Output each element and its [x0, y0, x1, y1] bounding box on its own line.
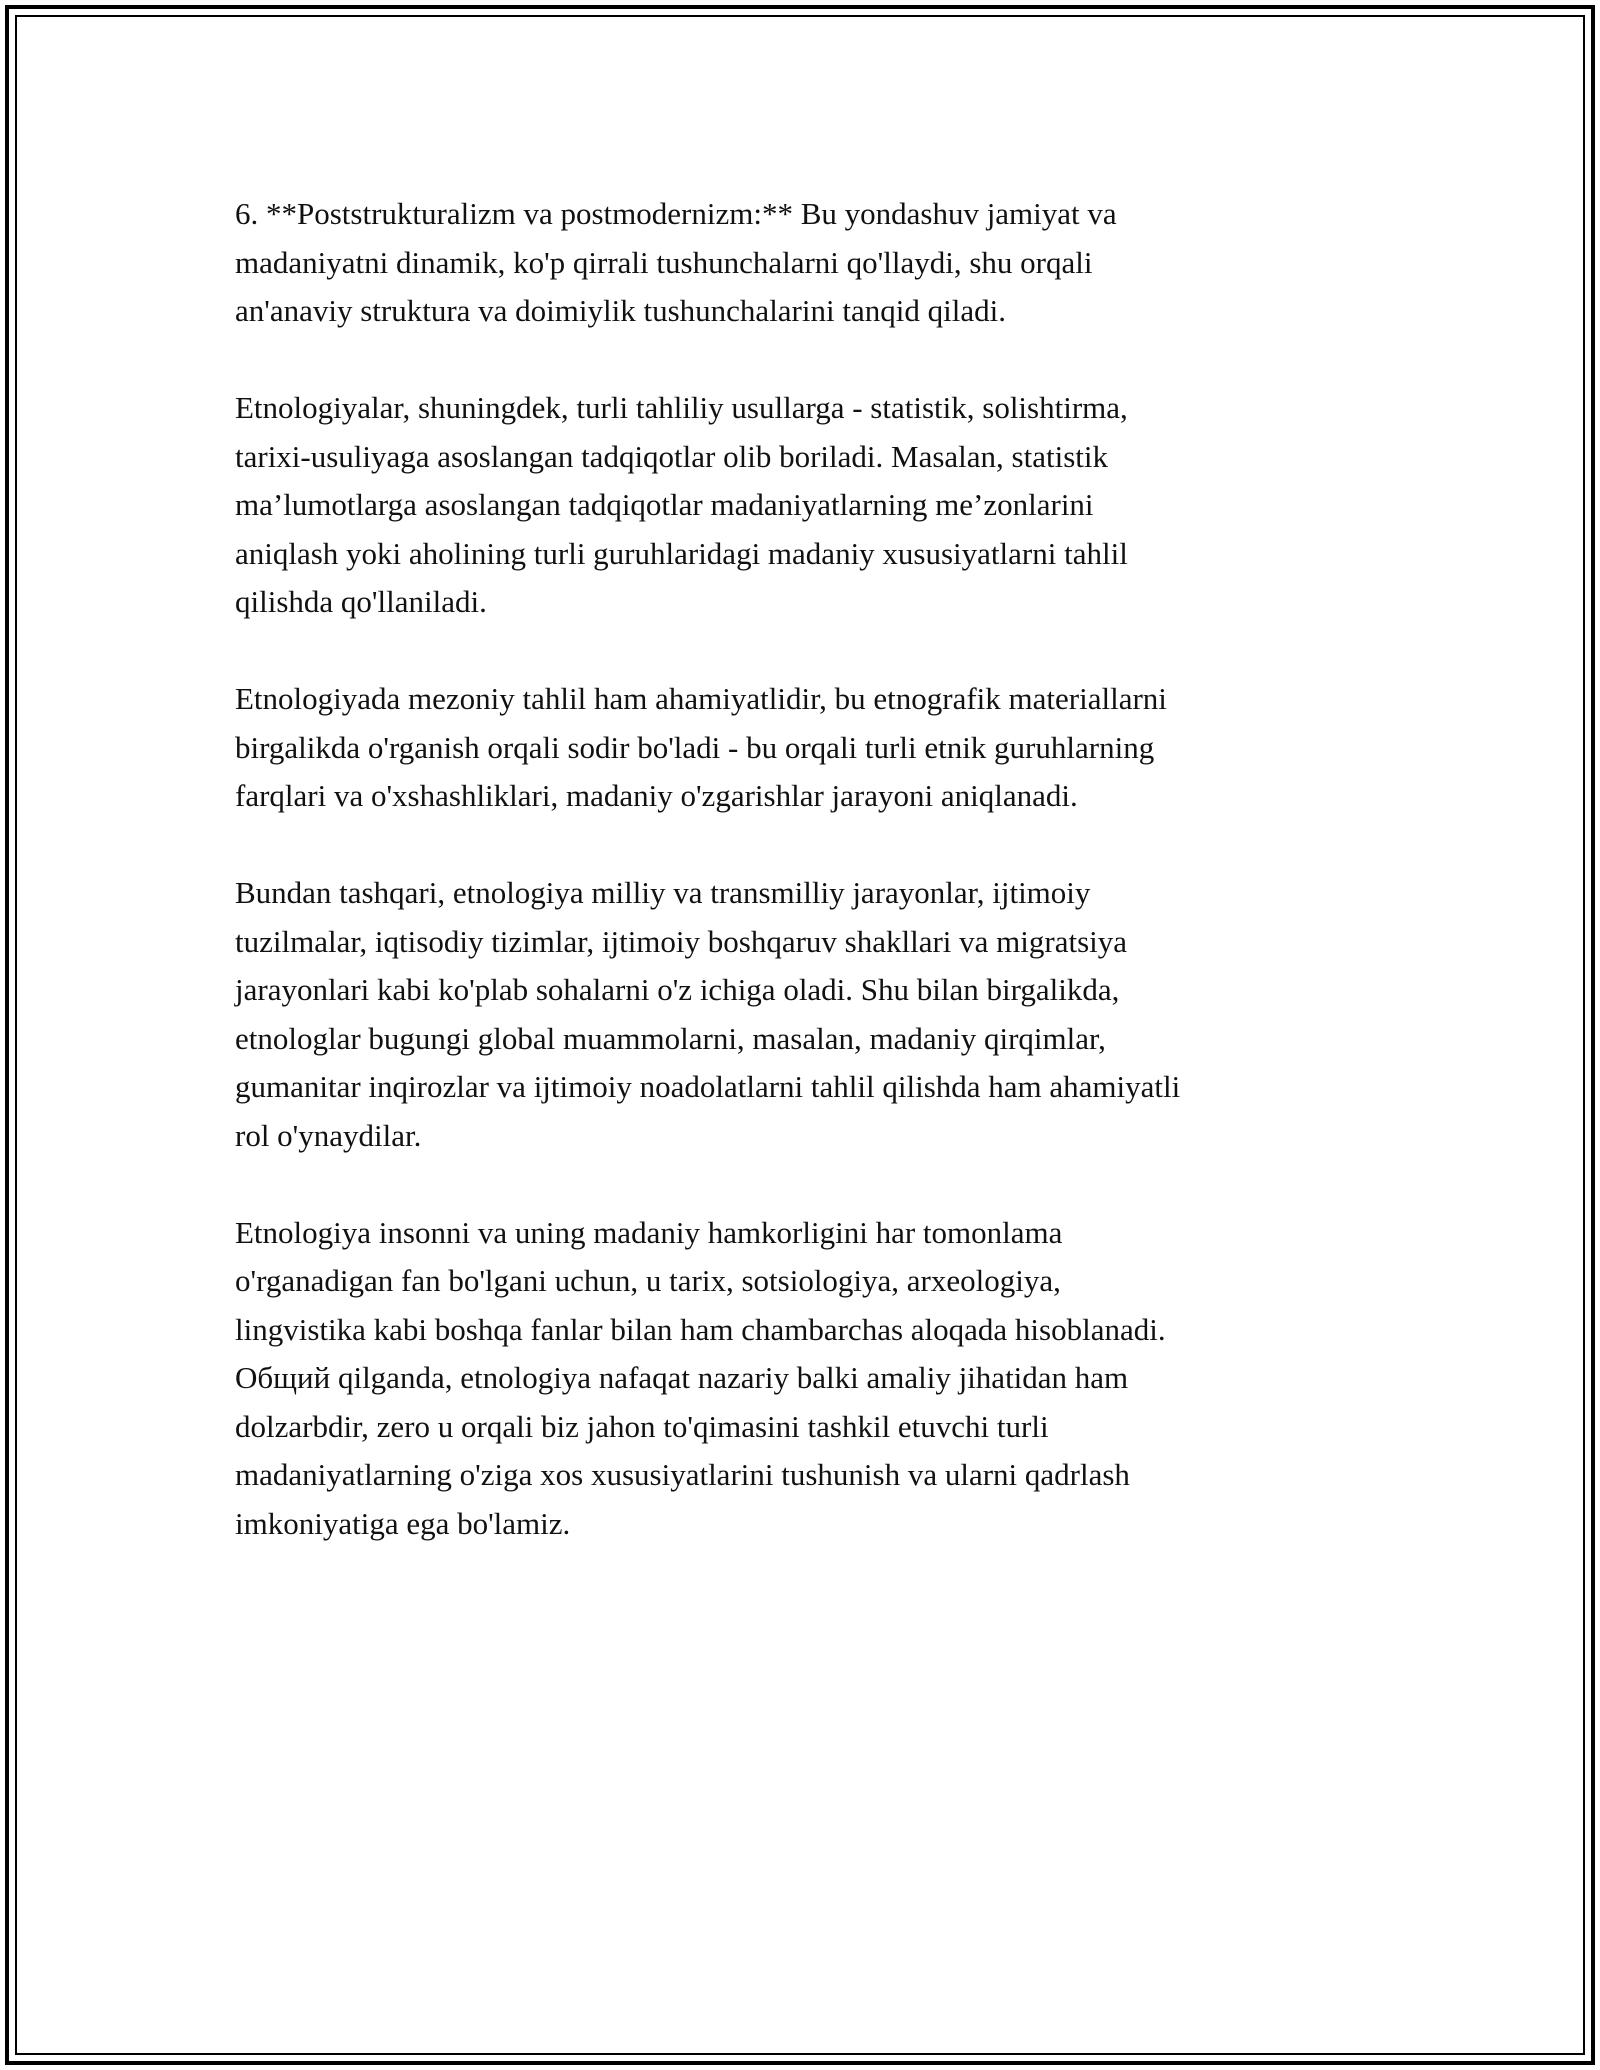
- text-line: lingvistika kabi boshqa fanlar bilan ham chambarchas aloqada hisoblanadi.: [235, 1311, 1166, 1347]
- text-line: o'rganadigan fan bo'lgani uchun, u tarix, sotsiologiya, arxeologiya,: [235, 1263, 1061, 1298]
- text-line: qilishda qo'llaniladi.: [235, 584, 487, 619]
- text-line: farqlari va o'xshashliklari, madaniy o'zgarishlar jarayoni aniqlanadi.: [235, 778, 1078, 813]
- text-line: jarayonlari kabi ko'plab sohalarni o'z ichiga oladi. Shu bilan birgalikda,: [235, 972, 1120, 1007]
- document-body: [235, 190, 1365, 1597]
- text-line: ma’lumotlarga asoslangan tadqiqotlar madaniyatlarning me’zonlarini: [235, 487, 1094, 522]
- paragraph-analysis-methods: [235, 384, 1365, 627]
- paragraph-poststructuralism: [235, 190, 1365, 336]
- text-line: Bundan tashqari, etnologiya milliy va transmilliy jarayonlar, ijtimoiy: [235, 875, 1091, 910]
- text-line: tarixi-usuliyaga asoslangan tadqiqotlar olib boriladi. Masalan, statistik: [235, 438, 1108, 474]
- text-line: gumanitar inqirozlar va ijtimoiy noadolatlarni tahlil qilishda ham ahamiyatli: [235, 1069, 1181, 1104]
- text-line: imkoniyatiga ega bo'lamiz.: [235, 1505, 571, 1541]
- text-line: Etnologiyalar, shuningdek, turli tahliliy usullarga - statistik, solishtirma,: [235, 390, 1128, 425]
- text-line: tuzilmalar, iqtisodiy tizimlar, ijtimoiy boshqaruv shakllari va migratsiya: [235, 923, 1128, 959]
- text-line: rol o'ynaydilar.: [235, 1117, 422, 1153]
- text-line: Общий qilganda, etnologiya nafaqat nazariy balki amaliy jihatidan ham: [235, 1360, 1129, 1395]
- paragraph-conclusion: [235, 1209, 1365, 1549]
- text-line: Etnologiya insonni va uning madaniy hamkorligini har tomonlama: [235, 1214, 1063, 1250]
- paragraph-scope: [235, 869, 1365, 1160]
- text-line: birgalikda o'rganish orqali sodir bo'ladi - bu orqali turli etnik guruhlarning: [235, 729, 1155, 765]
- text-line: dolzarbdir, zero u orqali biz jahon to'qimasini tashkil etuvchi turli: [235, 1408, 1049, 1444]
- text-line: 6. **Poststrukturalizm va postmodernizm:** Bu yondashuv jamiyat va: [235, 196, 1117, 231]
- text-line: etnologlar bugungi global muammolarni, masalan, madaniy qirqimlar,: [235, 1020, 1106, 1056]
- text-line: an'anaviy struktura va doimiylik tushunchalarini tanqid qiladi.: [235, 293, 1006, 328]
- text-line: aniqlash yoki aholining turli guruhlaridagi madaniy xususiyatlarni tahlil: [235, 535, 1128, 571]
- text-line: madaniyatlarning o'ziga xos xususiyatlarini tushunish va ularni qadrlash: [235, 1457, 1130, 1492]
- text-line: madaniyatni dinamik, ko'p qirrali tushunchalarni qo'llaydi, shu orqali: [235, 244, 1093, 280]
- text-line: Etnologiyada mezoniy tahlil ham ahamiyatlidir, bu etnografik materiallarni: [235, 681, 1167, 716]
- paragraph-criteria-analysis: [235, 675, 1365, 821]
